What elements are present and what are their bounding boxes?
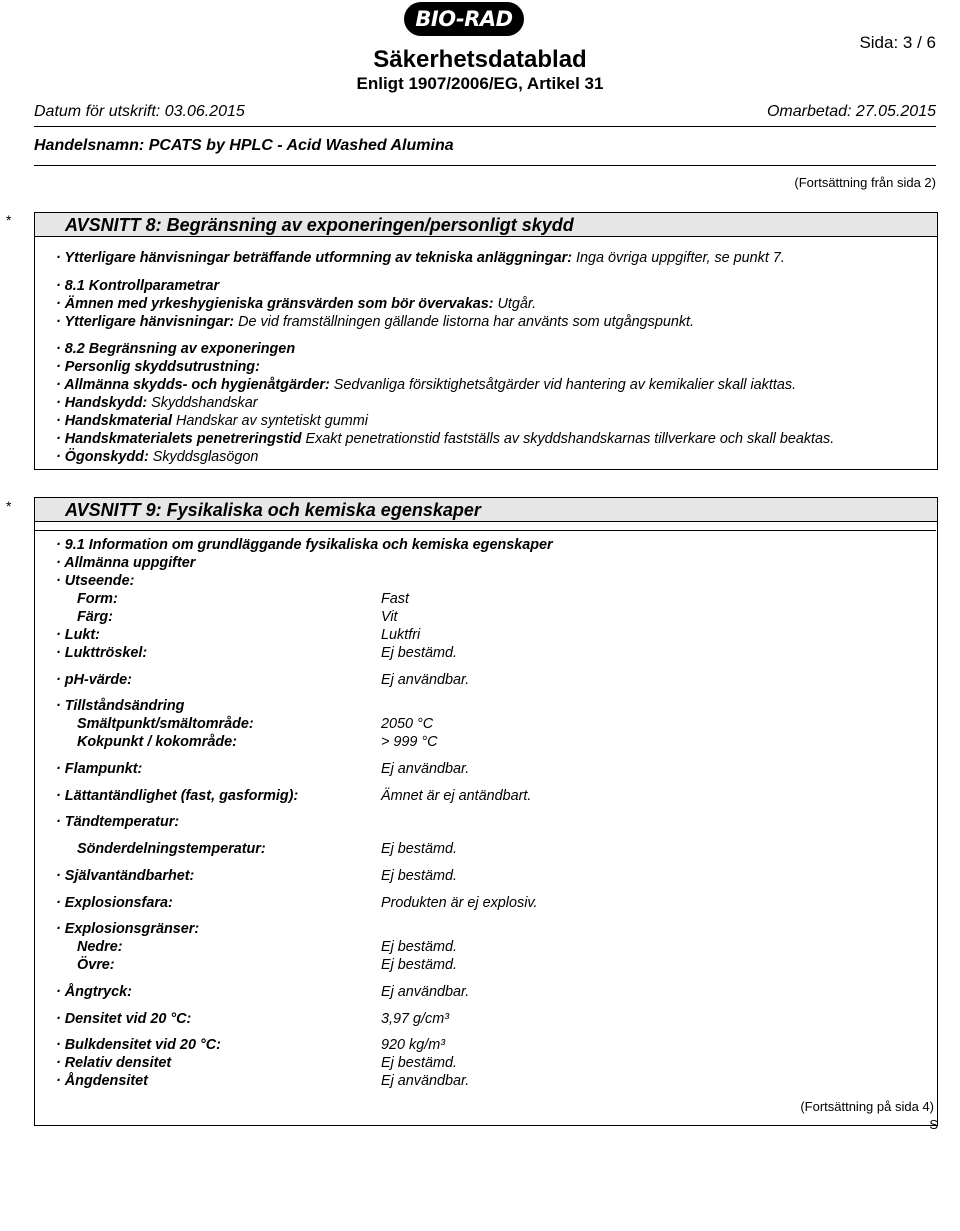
s9-row-label: Form: xyxy=(77,591,118,607)
s8-line: · Handskmaterial Handskar av syntetiskt gummi xyxy=(56,413,368,429)
s9-row-value: Ämnet är ej antändbart. xyxy=(381,788,532,804)
trade-name-rule xyxy=(34,165,936,166)
s8-line: · 8.2 Begränsning av exponeringen xyxy=(56,341,296,357)
s9-row-value: 920 kg/m³ xyxy=(381,1037,445,1053)
s9-row-label: · Tillståndsändring xyxy=(56,698,185,714)
s9-row-value: Ej användbar. xyxy=(381,672,470,688)
s9-row-value: Ej bestämd. xyxy=(381,957,457,973)
s9-row-value: > 999 °C xyxy=(381,734,438,750)
s8-line: · Ytterligare hänvisningar beträffande utformning av tekniska anläggningar: Inga övriga uppgifter, se punkt 7. xyxy=(56,250,785,266)
s9-heading-info: · 9.1 Information om grundläggande fysikaliska och kemiska egenskaper xyxy=(56,537,553,553)
s9-row-value: Produkten är ej explosiv. xyxy=(381,895,538,911)
continued-to: (Fortsättning på sida 4) xyxy=(800,1099,934,1114)
print-date: Datum för utskrift: 03.06.2015 xyxy=(34,103,245,120)
s9-row-label: · Självantändbarhet: xyxy=(56,868,195,884)
section9-change-marker: * xyxy=(6,498,12,514)
s9-row-label: · Ångtryck: xyxy=(56,984,132,1000)
s8-line: · Ytterligare hänvisningar: De vid framställningen gällande listorna har använts som utgångspunkt. xyxy=(56,314,695,330)
trade-name: Handelsnamn: PCATS by HPLC - Acid Washed Alumina xyxy=(34,137,454,154)
section9-header-gap-rule xyxy=(34,530,936,531)
section8-title: AVSNITT 8: Begränsning av exponeringen/personligt skydd xyxy=(65,215,574,235)
s9-row-label: · Flampunkt: xyxy=(56,761,143,777)
revision-date: Omarbetad: 27.05.2015 xyxy=(766,103,936,120)
s8-line: · 8.1 Kontrollparametrar xyxy=(56,278,220,294)
s9-row-label: Övre: xyxy=(77,957,115,973)
continued-from: (Fortsättning från sida 2) xyxy=(794,175,936,190)
s9-row-value: Luktfri xyxy=(381,627,421,643)
s9-row-label: · Lukt: xyxy=(56,627,100,643)
s9-row-label: Sönderdelningstemperatur: xyxy=(77,841,266,857)
s9-row-value: Ej bestämd. xyxy=(381,868,457,884)
s9-row-value: Ej användbar. xyxy=(381,761,470,777)
s9-row-value: Ej användbar. xyxy=(381,984,470,1000)
section9-title: AVSNITT 9: Fysikaliska och kemiska egenskaper xyxy=(65,500,481,520)
bio-rad-logo xyxy=(404,2,524,36)
s9-row-label: · Lättantändlighet (fast, gasformig): xyxy=(56,788,299,804)
s8-line: · Personlig skyddsutrustning: xyxy=(56,359,260,375)
s9-heading-appearance: · Utseende: xyxy=(56,573,135,589)
s9-row-value: Ej bestämd. xyxy=(381,1055,457,1071)
s9-row-label: Nedre: xyxy=(77,939,123,955)
s9-row-value: Fast xyxy=(381,591,409,607)
document-subtitle: Enligt 1907/2006/EG, Artikel 31 xyxy=(356,74,604,93)
s9-heading-general: · Allmänna uppgifter xyxy=(56,555,196,571)
document-title: Säkerhetsdatablad xyxy=(373,46,587,73)
section9-header xyxy=(35,498,937,522)
s9-row-label: Smältpunkt/smältområde: xyxy=(77,716,254,732)
header-rule xyxy=(34,126,936,127)
s9-row-label: · Explosionsfara: xyxy=(56,895,173,911)
s9-row-label: Kokpunkt / kokområde: xyxy=(77,734,237,750)
s9-row-value: Vit xyxy=(381,609,398,625)
s9-row-value: Ej bestämd. xyxy=(381,841,457,857)
s8-line: · Ämnen med yrkeshygieniska gränsvärden som bör övervakas: Utgår. xyxy=(56,296,537,312)
s8-line: · Ögonskydd: Skyddsglasögon xyxy=(56,449,259,465)
s9-row-label: · Tändtemperatur: xyxy=(56,814,180,830)
s9-row-label: · Bulkdensitet vid 20 °C: xyxy=(56,1037,221,1053)
logo-text: BIO-RAD xyxy=(415,7,513,31)
s9-row-label: · Explosionsgränser: xyxy=(56,921,200,937)
s8-line: · Handskmaterialets penetreringstid Exakt penetrationstid fastställs av skyddshandskarnas tillverkare och skall beaktas. xyxy=(56,431,835,447)
s9-row-label: · Lukttröskel: xyxy=(56,645,148,661)
section8-change-marker: * xyxy=(6,212,12,228)
s9-row-label: · Relativ densitet xyxy=(56,1055,172,1071)
section8-header xyxy=(35,213,937,237)
page-number: Sida: 3 / 6 xyxy=(859,33,936,52)
s9-row-label: · Ångdensitet xyxy=(56,1073,148,1089)
s9-row-value: Ej bestämd. xyxy=(381,645,457,661)
s9-row-value: Ej användbar. xyxy=(381,1073,470,1089)
s9-row-label: · Densitet vid 20 °C: xyxy=(56,1011,192,1027)
s9-row-label: · pH-värde: xyxy=(56,672,132,688)
s9-row-label: Färg: xyxy=(77,609,113,625)
footer-code: S xyxy=(929,1117,938,1132)
s8-line: · Handskydd: Skyddshandskar xyxy=(56,395,258,411)
section9-box xyxy=(34,497,938,1126)
s9-row-value: 2050 °C xyxy=(381,716,434,732)
s9-row-value: 3,97 g/cm³ xyxy=(381,1011,449,1027)
s9-row-value: Ej bestämd. xyxy=(381,939,457,955)
s8-line: · Allmänna skydds- och hygienåtgärder: Sedvanliga försiktighetsåtgärder vid hantering av kemikalier skall iakttas. xyxy=(56,377,797,393)
